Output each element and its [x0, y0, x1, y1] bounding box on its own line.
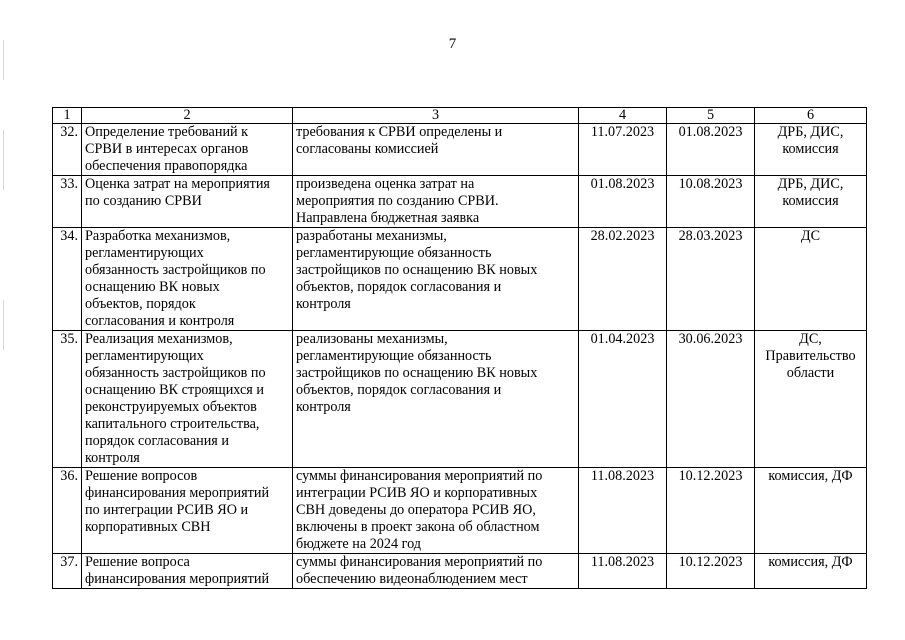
- result-cell: требования к СРВИ определены и согласованы комиссией: [293, 124, 579, 176]
- responsible-cell: ДС, Правительство области: [755, 331, 867, 468]
- table-row: [53, 554, 867, 589]
- task-cell: Решение вопросов финансирования мероприятий по интеграции РСИВ ЯО и корпоративных СВН: [82, 468, 293, 554]
- end-date-cell: 10.08.2023: [667, 176, 755, 228]
- row-number: 33.: [53, 176, 82, 228]
- task-cell: Решение вопроса финансирования мероприятий: [82, 554, 293, 589]
- start-date-cell: 11.07.2023: [579, 124, 667, 176]
- responsible-cell: комиссия, ДФ: [755, 554, 867, 589]
- result-cell: суммы финансирования мероприятий по интеграции РСИВ ЯО и корпоративных СВН доведены до оператора РСИВ ЯО, включены в проект закона об областном бюджете на 2024 год: [293, 468, 579, 554]
- responsible-cell: ДРБ, ДИС, комиссия: [755, 124, 867, 176]
- start-date-cell: 11.08.2023: [579, 468, 667, 554]
- row-number: 32.: [53, 124, 82, 176]
- start-date-cell: 01.04.2023: [579, 331, 667, 468]
- page-number: 7: [448, 36, 457, 52]
- row-number: 35.: [53, 331, 82, 468]
- scan-edge-mark: [3, 300, 4, 350]
- table-row: [53, 228, 867, 331]
- result-cell: суммы финансирования мероприятий по обеспечению видеонаблюдением мест: [293, 554, 579, 589]
- schedule-table: [52, 107, 867, 589]
- result-cell: разработаны механизмы, регламентирующие обязанность застройщиков по оснащению ВК новых объектов, порядок согласования и контроля: [293, 228, 579, 331]
- column-header: 1: [53, 108, 82, 124]
- end-date-cell: 01.08.2023: [667, 124, 755, 176]
- end-date-cell: 28.03.2023: [667, 228, 755, 331]
- row-number: 37.: [53, 554, 82, 589]
- task-cell: Определение требований к СРВИ в интересах органов обеспечения правопорядка: [82, 124, 293, 176]
- result-cell: произведена оценка затрат на мероприятия по созданию СРВИ. Направлена бюджетная заявка: [293, 176, 579, 228]
- result-cell: реализованы механизмы, регламентирующие обязанность застройщиков по оснащению ВК новых объектов, порядок согласования и контроля: [293, 331, 579, 468]
- column-header: 2: [82, 108, 293, 124]
- row-number: 36.: [53, 468, 82, 554]
- table-header-row: [53, 108, 867, 124]
- table-row: [53, 124, 867, 176]
- scan-edge-mark: [3, 130, 4, 190]
- end-date-cell: 10.12.2023: [667, 468, 755, 554]
- column-header: 5: [667, 108, 755, 124]
- task-cell: Реализация механизмов, регламентирующих обязанность застройщиков по оснащению ВК строящихся и реконструируемых объектов капитального строительства, порядок согласования и контроля: [82, 331, 293, 468]
- task-cell: Оценка затрат на мероприятия по созданию СРВИ: [82, 176, 293, 228]
- row-number: 34.: [53, 228, 82, 331]
- responsible-cell: ДРБ, ДИС, комиссия: [755, 176, 867, 228]
- end-date-cell: 10.12.2023: [667, 554, 755, 589]
- column-header: 6: [755, 108, 867, 124]
- responsible-cell: комиссия, ДФ: [755, 468, 867, 554]
- table-row: [53, 176, 867, 228]
- task-cell: Разработка механизмов, регламентирующих обязанность застройщиков по оснащению ВК новых объектов, порядок согласования и контроля: [82, 228, 293, 331]
- start-date-cell: 11.08.2023: [579, 554, 667, 589]
- table-row: [53, 468, 867, 554]
- column-header: 4: [579, 108, 667, 124]
- table-row: [53, 331, 867, 468]
- responsible-cell: ДС: [755, 228, 867, 331]
- column-header: 3: [293, 108, 579, 124]
- end-date-cell: 30.06.2023: [667, 331, 755, 468]
- start-date-cell: 28.02.2023: [579, 228, 667, 331]
- start-date-cell: 01.08.2023: [579, 176, 667, 228]
